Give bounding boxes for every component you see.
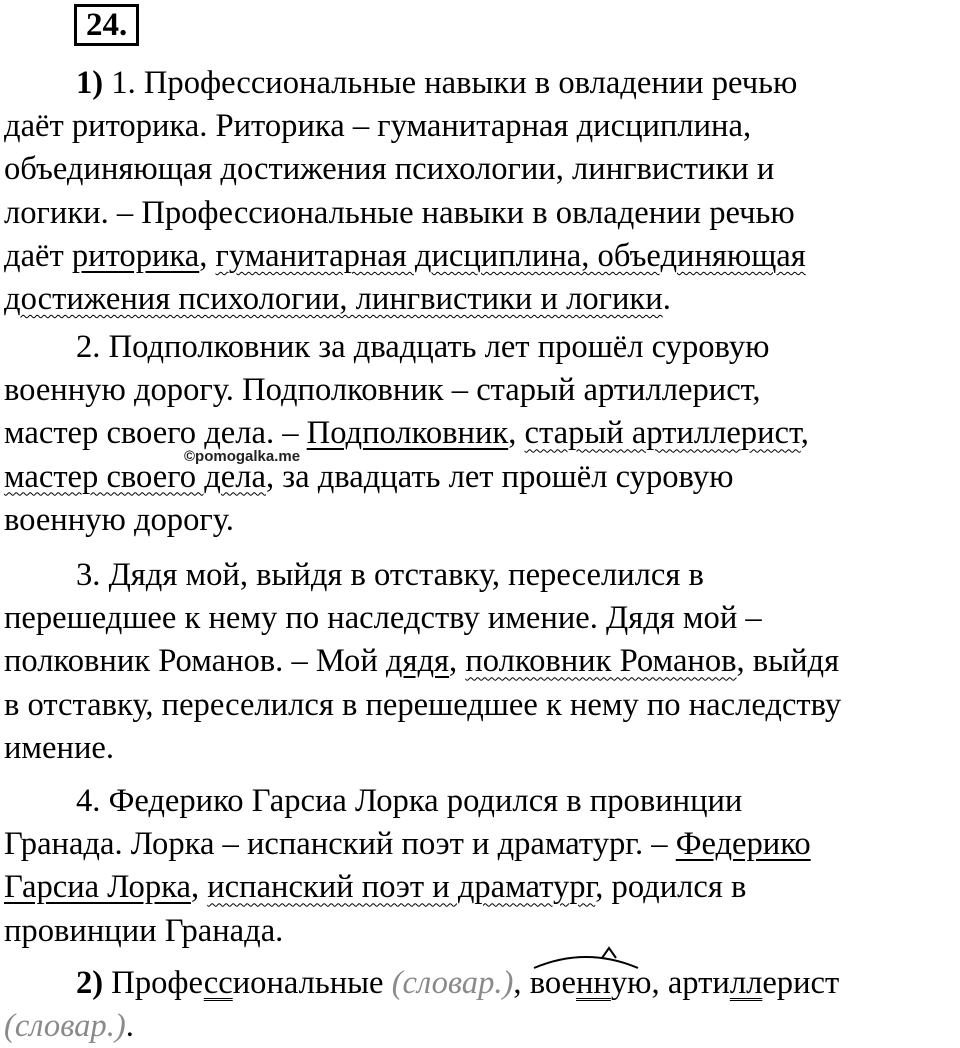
item-4-line-3: Гарсиа Лорка, испанский поэт и драматург, родился в	[4, 869, 747, 906]
part-2-line-1: 2) Профессиональные (словар.), военную, артиллерист	[4, 962, 960, 1005]
appositive-wavy: достижения психологии, лингвистики и логики	[4, 280, 663, 317]
item-3-line-4: в отставку, переселился в перешедшее к нему по наследству	[4, 686, 842, 723]
item-4-line-4: провинции Гранада.	[4, 912, 284, 949]
subject-underline: дядя	[385, 643, 450, 680]
word-root-marked: военн	[530, 962, 611, 1005]
double-consonant-underline: сс	[203, 965, 233, 1001]
item-1-line-6: достижения психологии, лингвистики и логики.	[4, 280, 671, 317]
item-3-line-2: перешедшее к нему по наследству имение. Дядя мой –	[4, 600, 762, 637]
item-2-line-5: военную дорогу.	[4, 501, 234, 538]
item-3	[4, 554, 960, 770]
item-1-line-3: объединяющая достижения психологии, лингвистики и	[4, 151, 775, 188]
item-4-line-2: Гранада. Лорка – испанский поэт и драматург. – Федерико	[4, 826, 811, 863]
item-2	[4, 326, 960, 542]
part-2	[4, 962, 960, 1048]
item-1	[4, 62, 960, 321]
item-4	[4, 780, 960, 953]
subject-underline: Подполковник	[306, 415, 509, 452]
item-2-line-3: мастер своего дела. – Подполковник, старый артиллерист,	[4, 415, 809, 452]
item-2-line-2: военную дорогу. Подполковник – старый артиллерист,	[4, 372, 761, 409]
item-1-line-4: логики. – Профессиональные навыки в овладении речью	[4, 194, 795, 231]
item-3-line-1: 3. Дядя мой, выйдя в отставку, переселился в	[76, 557, 704, 593]
watermark: ©pomogalka.me	[184, 448, 301, 465]
item-4-line-1: 4. Федерико Гарсиа Лорка родился в провинции	[76, 783, 743, 819]
item-3-line-5: имение.	[4, 729, 114, 766]
appositive-wavy: гуманитарная дисциплина, объединяющая	[215, 237, 806, 274]
exercise-number: 24.	[74, 4, 139, 46]
appositive-wavy: полковник Романов	[465, 643, 737, 680]
item-1-line-5: даёт риторика, гуманитарная дисциплина, объединяющая	[4, 237, 806, 274]
part-1-marker: 1)	[76, 65, 104, 101]
double-consonant-underline: нн	[576, 965, 611, 1001]
dictionary-note: (словар.)	[391, 965, 514, 1001]
item-1-line-2: даёт риторика. Риторика – гуманитарная дисциплина,	[4, 108, 752, 145]
subject-underline: риторика	[71, 237, 200, 274]
subject-underline: Федерико	[675, 826, 811, 863]
item-1-line-1: 1) 1. Профессиональные навыки в овладении речью	[76, 65, 798, 101]
dictionary-note: (словар.)	[4, 1008, 126, 1045]
item-3-line-3: полковник Романов. – Мой дядя, полковник Романов, выйдя	[4, 643, 840, 680]
subject-underline: Гарсиа Лорка	[4, 869, 191, 906]
root-arc-icon	[530, 948, 648, 970]
double-consonant-underline: лл	[729, 965, 763, 1001]
appositive-wavy: испанский поэт и драматург	[207, 869, 596, 906]
item-2-line-1: 2. Подполковник за двадцать лет прошёл суровую	[76, 329, 770, 365]
part-2-marker: 2)	[76, 965, 104, 1001]
appositive-wavy: мастер своего дела	[4, 458, 266, 495]
part-2-line-2: (словар.).	[4, 1008, 134, 1045]
item-2-line-4: мастер своего дела, за двадцать лет прошёл суровую	[4, 458, 734, 495]
appositive-wavy: старый артиллерист	[524, 415, 801, 452]
